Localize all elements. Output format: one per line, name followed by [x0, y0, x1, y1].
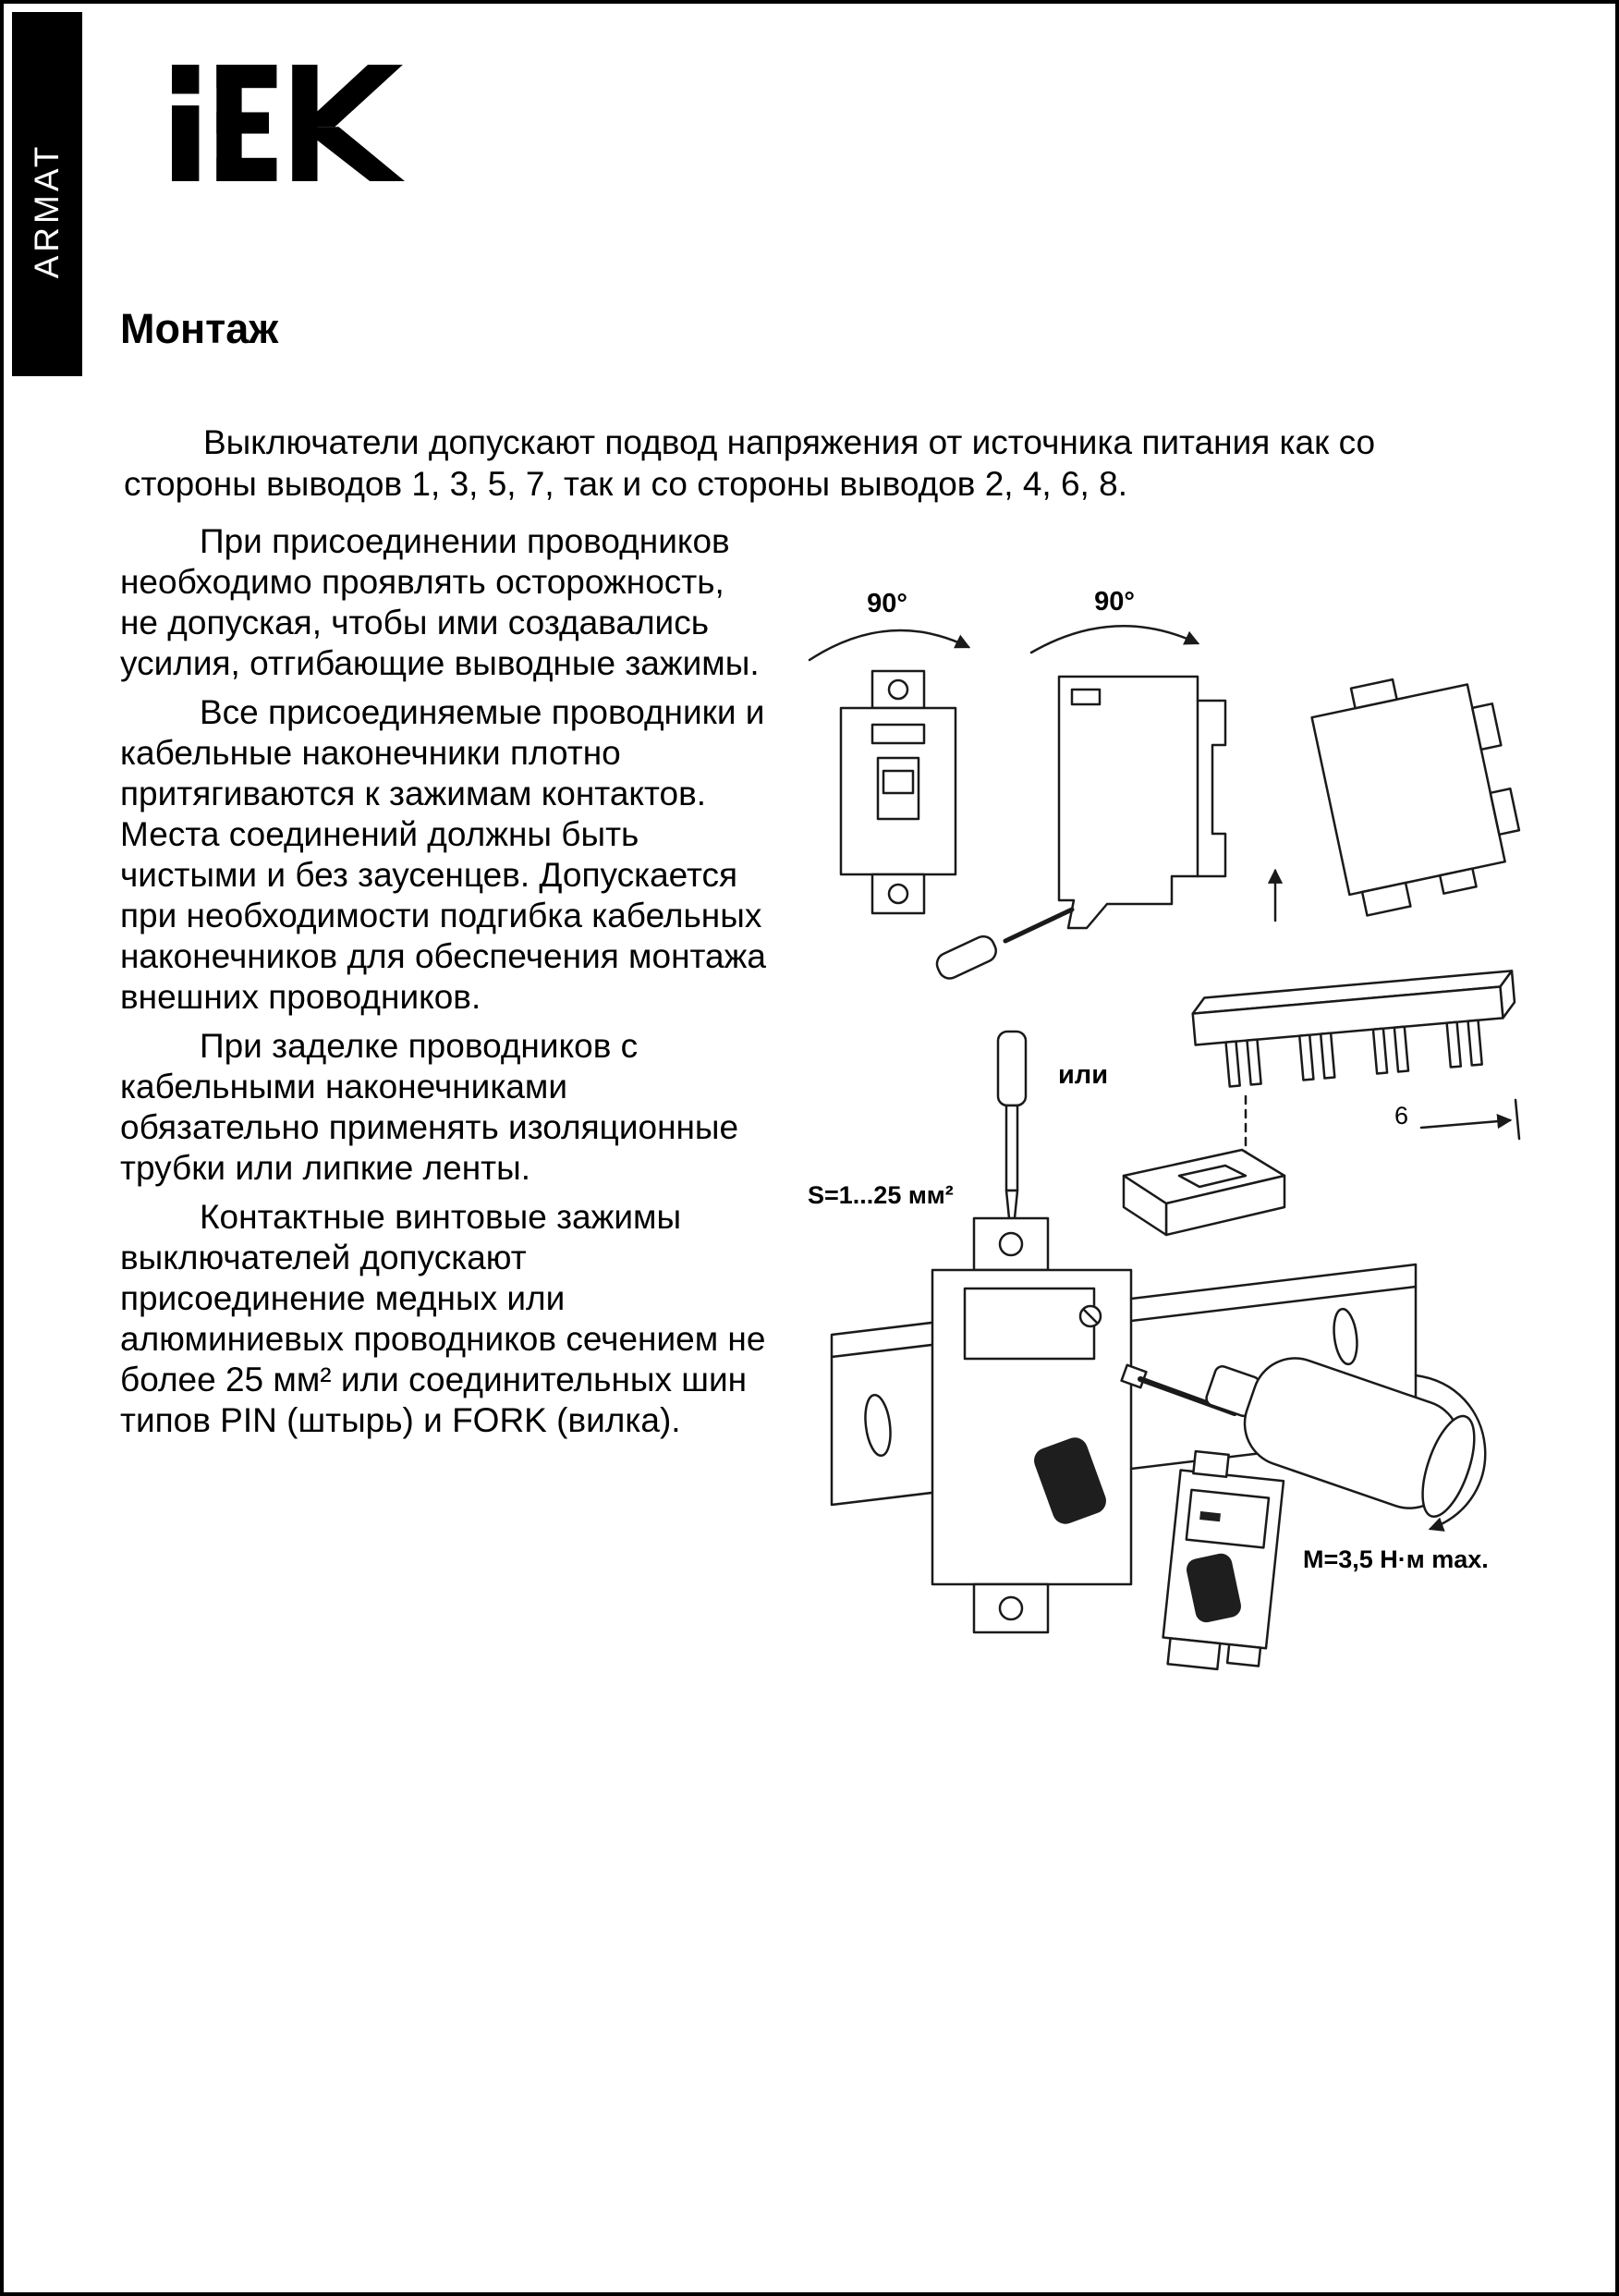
conductor-section-label: S=1...25 мм²: [808, 1181, 954, 1209]
breaker-module-small: [1161, 1450, 1286, 1674]
rotate-arc-left: [810, 630, 968, 660]
breaker-side-view-mounting: [933, 677, 1275, 982]
rotate-arc-right: [1031, 626, 1198, 653]
breaker-side-view-tilted: [1308, 660, 1529, 918]
pin-dimension-label: 6: [1394, 1102, 1408, 1130]
rotate-angle-right-label: 90°: [1094, 587, 1135, 617]
paragraph-4: Контактные винтовые зажимы выключателей допускают присоединение медных или алюминиевых проводников сечением не более 25 мм² или соединительных шин типов PIN (штырь) и FORK (вилка).: [120, 1198, 766, 1439]
fork-terminal-wedge: [1124, 1150, 1284, 1235]
screwdriver-handle: [998, 1032, 1026, 1105]
iek-logo: [172, 65, 405, 181]
paragraph-3: При заделке проводников с кабельными наконечниками обязательно применять изоляционные трубки или липкие ленты.: [120, 1027, 739, 1187]
screwdriver-shaft-small: [1005, 910, 1072, 941]
terminal-screw-top: [1000, 1233, 1022, 1255]
dimension-arrow: [1421, 1120, 1510, 1128]
intro-paragraph: Выключатели допускают подвод напряжения от источника питания как со стороны выводов 1, 3, 5, 7, так и со стороны выводов 2, 4, 6, 8.: [124, 423, 1376, 503]
screwdriver-handle-small: [933, 933, 1000, 982]
or-label: или: [1057, 1060, 1109, 1090]
screwdriver-tip: [1006, 1191, 1017, 1218]
iek-logo-glyphs: [172, 65, 405, 181]
paragraph-1: При присоединении проводников необходимо проявлять осторожность, не допуская, чтобы ими создавались усилия, отгибающие выводные зажимы.: [120, 522, 760, 682]
breaker-side-profile: [1059, 677, 1225, 928]
rotate-arrow-right: [1031, 587, 1198, 653]
section-heading: Монтаж: [120, 305, 279, 352]
paragraph-2: Все присоединяемые проводники и кабельные наконечники плотно притягиваются к зажимам контактов. Места соединений должны быть чистыми и без заусенцев. Допускается при необходимости подгибка кабельных наконечников для обеспечения монтажа внешних проводников.: [120, 693, 766, 1016]
torque-label: M=3,5 Н·м max.: [1303, 1545, 1489, 1573]
installation-figure: [780, 558, 1556, 1760]
screwdriver-shaft: [1006, 1105, 1017, 1191]
pin-busbar: [1191, 971, 1519, 1089]
rotate-angle-left-label: 90°: [867, 589, 907, 618]
breaker-front-view: [841, 671, 956, 913]
screwdriver-vertical: [998, 1032, 1026, 1218]
breaker-front-bottom: [932, 1218, 1131, 1632]
rotate-arrow-left: [810, 589, 968, 660]
body-column: [120, 521, 769, 1449]
brand-side-bar: [12, 12, 82, 376]
pin-dimension: [1394, 1100, 1519, 1139]
side-bar-label: ARMAT: [28, 142, 66, 279]
terminal-screw-bottom: [1000, 1597, 1022, 1619]
